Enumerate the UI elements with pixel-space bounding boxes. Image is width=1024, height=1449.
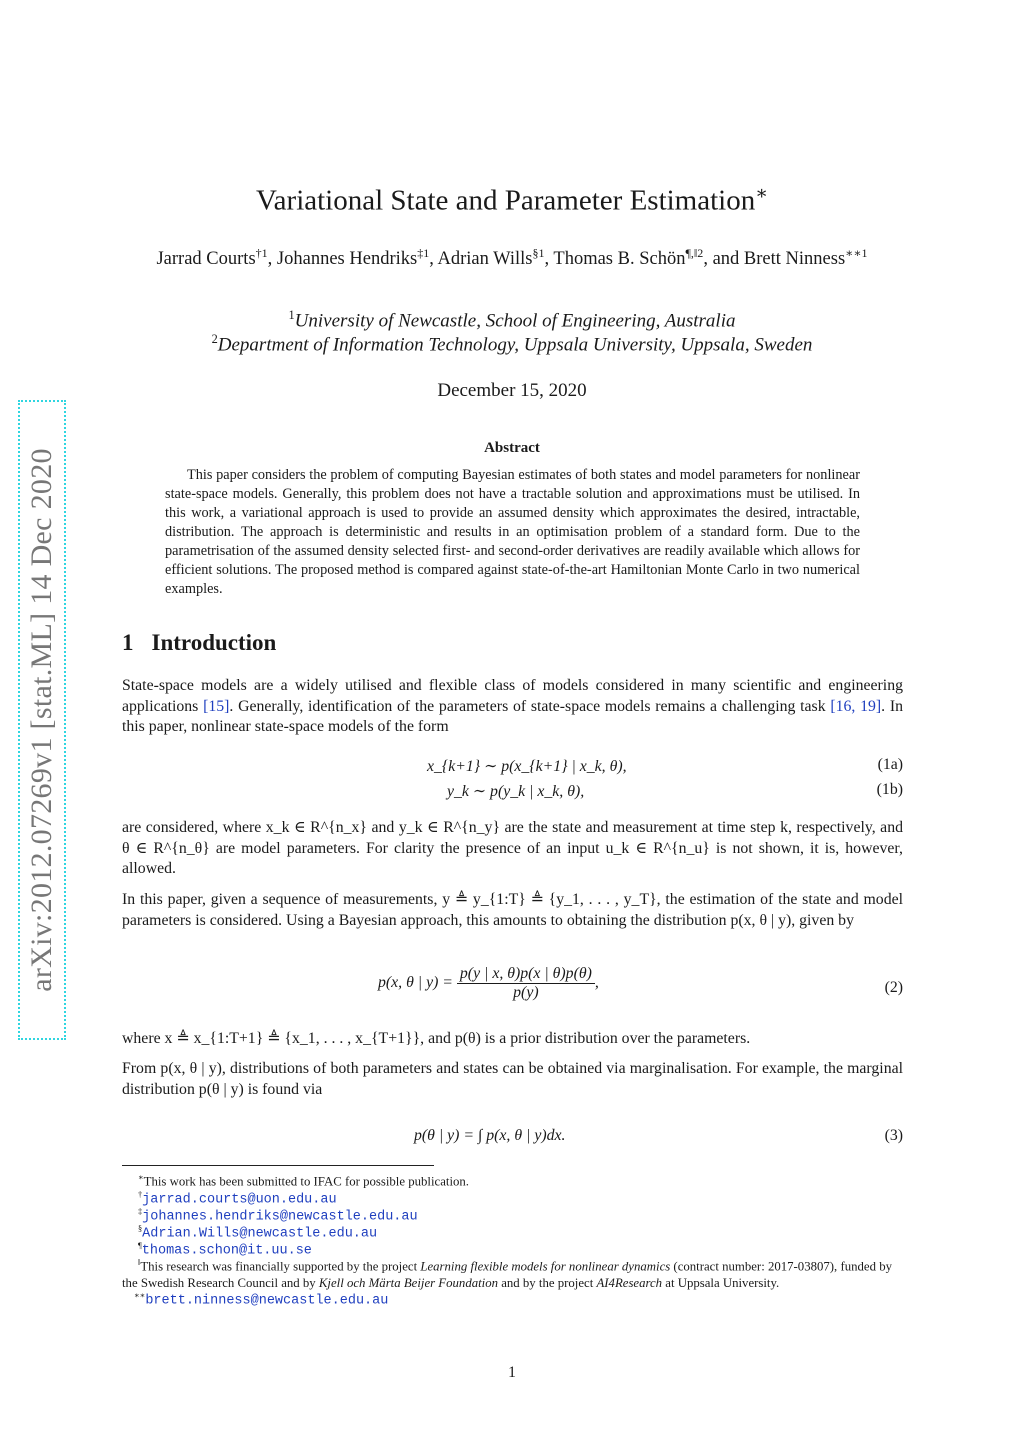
footnote: §Adrian.Wills@newcastle.edu.au [138,1224,378,1242]
arxiv-id: arXiv:2012.07269v1 [stat.ML] 14 Dec 2020 [25,448,58,992]
equation-number: (2) [884,979,903,996]
author-list: Jarrad Courts$^{\dagger 1}$, Johannes Hendriks$^{\ddagger 1}$, Adrian Wills$^{\S 1}$, Thomas B. Schön$^{\P,‖2}$, and Brett Ninness$^{∗∗1}$ [156,246,868,270]
paragraph: State-space models are a widely utilised and flexible class of models considered in many scientific and engineering applications [15]. Generally, identification of the parameters of state-space models remains a challenging task [16, 19]. In this paper, nonlinear state-space models of the form [122,677,904,735]
paper-title: Variational State and Parameter Estimation∗ [255,183,769,217]
footnote: ‡johannes.hendriks@newcastle.edu.au [138,1207,418,1225]
email-link[interactable]: Adrian.Wills@newcastle.edu.au [142,1226,378,1242]
footnote-rule [122,1165,434,1166]
author: Adrian Wills [437,249,533,270]
equation-number: (1b) [876,781,903,798]
author: Thomas B. Schön [553,249,686,270]
email-link[interactable]: jarrad.courts@uon.edu.au [142,1192,337,1208]
affiliation: $^2$Department of Information Technology, Uppsala University, Uppsala, Sweden [211,332,813,356]
paper-date: December 15, 2020 [437,380,587,401]
email-link[interactable]: brett.ninness@newcastle.edu.au [145,1293,389,1309]
funding-footnote: ‖This research was financially supported by the project Learning flexible models for nonlinear dynamics (contract number: 2017-03807), funded by the Swedish Research Council and by Kjell och Märta Beijer Foundation and by the project AI4Research at Uppsala University. [122,1258,892,1290]
abstract-heading: Abstract [484,440,540,456]
author: Brett Ninness [743,249,846,270]
paragraph: From p(x, θ | y), distributions of both parameters and states can be obtained via marginalisation. For example, the marginal distribution p(θ | y) is found via [122,1060,903,1098]
equation-3: p(θ | y) = ∫ p(x, θ | y)dx. [414,1127,566,1144]
email-link[interactable]: thomas.schon@it.uu.se [141,1243,312,1259]
footnote: †jarrad.courts@uon.edu.au [138,1190,337,1208]
footnote: ¶thomas.schon@it.uu.se [138,1241,312,1259]
equation-number: (3) [884,1127,903,1144]
email-link[interactable]: johannes.hendriks@newcastle.edu.au [142,1209,418,1225]
affiliation: $^1$University of Newcastle, School of Engineering, Australia [288,308,736,332]
footnote: ∗∗brett.ninness@newcastle.edu.au [134,1291,389,1309]
abstract-text: This paper considers the problem of computing Bayesian estimates of both states and model parameters for nonlinear state-space models. Generally, this problem does not have a tractable solution and approximations must be utilised. In this work, a variational approach is used to provide an assumed density which approximates the desired, intractable, distribution. The approach is deterministic and results in an optimisation problem of a standard form. Due to the parametrisation of the assumed density selected first- and second-order derivatives are readily available which allows for efficient solutions. The proposed method is compared against state-of-the-art Hamiltonian Monte Carlo in two numerical examples. [165,467,860,597]
author: Jarrad Courts [156,249,256,270]
citation-link[interactable]: [15] [203,697,230,715]
fraction: $\frac{p(y | x, \theta)p(x | \theta)p(\theta)}{p(y)}$ [457,965,595,1002]
author: Johannes Hendriks [276,249,418,270]
paragraph: where x ≜ x_{1:T+1} ≜ {x_1, . . . , x_{T+1}}, and p(θ) is a prior distribution over the parameters. [122,1030,751,1047]
citation-link[interactable]: [16, 19] [830,697,882,715]
paragraph: In this paper, given a sequence of measurements, y ≜ y_{1:T} ≜ {y_1, . . . , y_T}, the estimation of the state and model parameters is considered. Using a Bayesian approach, this amounts to obtaining the distribution p(x, θ | y), given by [122,891,903,929]
arxiv-sidebar [18,400,66,1040]
page-number: 1 [508,1364,516,1381]
equation-number: (1a) [877,756,903,773]
footnote: ∗This work has been submitted to IFAC for possible publication. [138,1173,469,1189]
equation-2: p(x, θ | y) = $\frac{p(y | x, \theta)p(x | \theta)p(\theta)}{p(y)}$ , [378,965,599,1001]
equation-1a: x_{k+1} ∼ p(x_{k+1} | x_k, θ), [427,758,627,775]
paragraph: are considered, where x_k ∈ R^{n_x} and y_k ∈ R^{n_y} are the state and measurement at time step k, respectively, and θ ∈ R^{n_θ} are model parameters. For clarity the presence of an input u_k ∈ R^{n_u} is not shown, it is, however, allowed. [122,819,903,877]
equation-1b: y_k ∼ p(y_k | x_k, θ), [447,783,585,800]
section-heading: 1 Introduction [122,630,277,655]
